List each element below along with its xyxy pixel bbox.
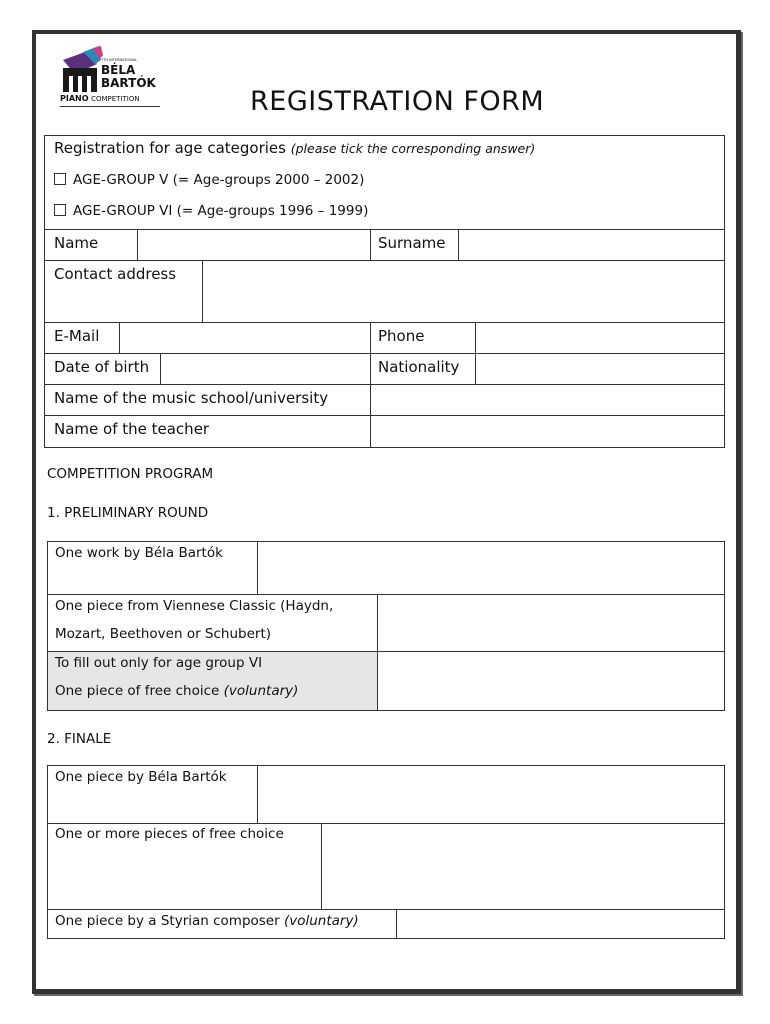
finale-heading: 2. FINALE (47, 731, 112, 747)
phone-input[interactable] (476, 323, 724, 353)
name-label: Name (54, 234, 99, 252)
surname-label: Surname (378, 234, 446, 252)
finale-free-choice-input[interactable] (322, 824, 724, 909)
date-of-birth-label: Date of birth (54, 358, 150, 376)
logo-name-line1: BÉLA (101, 63, 136, 77)
prelim-free-label (55, 683, 298, 699)
age-group-v-label: AGE-GROUP V (= Age-groups 2000 – 2002) (73, 172, 365, 188)
finale-bartok-input[interactable] (258, 766, 724, 823)
music-school-input[interactable] (371, 385, 724, 415)
logo-sub: COMPETITION (91, 95, 140, 103)
email-label: E-Mail (54, 327, 100, 345)
finale-free-choice-label: One or more pieces of free choice (55, 826, 284, 842)
email-input[interactable] (120, 323, 370, 353)
prelim-viennese-label-line1: One piece from Viennese Classic (Haydn, (55, 598, 334, 614)
logo-subtitle (60, 94, 140, 103)
col-divider (370, 229, 371, 260)
age-categories-text: Registration for age categories (54, 139, 291, 157)
age-categories-label (54, 139, 535, 157)
age-group-vi-label: AGE-GROUP VI (= Age-groups 1996 – 1999) (73, 203, 369, 219)
competition-program-heading: COMPETITION PROGRAM (47, 466, 214, 482)
nationality-label: Nationality (378, 358, 460, 376)
contact-address-label: Contact address (54, 265, 177, 283)
prelim-bartok-input[interactable] (258, 542, 724, 594)
logo-edition: 7TH INTERNATIONAL (101, 58, 138, 62)
prelim-bartok-label: One work by Béla Bartók (55, 545, 223, 561)
surname-input[interactable] (459, 230, 724, 260)
page-title: REGISTRATION FORM (250, 86, 545, 117)
teacher-label: Name of the teacher (54, 420, 210, 438)
finale-bartok-label: One piece by Béla Bartók (55, 769, 227, 785)
age-group-vi-checkbox[interactable] (54, 204, 66, 216)
logo-name-line2: BARTÓK (101, 76, 156, 90)
finale-styrian-voluntary: (voluntary) (283, 913, 359, 929)
finale-styrian-label (55, 913, 359, 929)
age-categories-hint: (please tick the corresponding answer) (290, 141, 536, 156)
nationality-input[interactable] (476, 354, 724, 384)
music-school-label: Name of the music school/university (54, 389, 329, 407)
piano-logo-icon (57, 46, 107, 94)
prelim-viennese-label-line2: Mozart, Beethoven or Schubert) (55, 626, 272, 642)
logo-sub-bold: PIANO (60, 94, 89, 103)
age-group-v-option[interactable] (54, 172, 364, 188)
age-group-vi-option[interactable] (54, 203, 368, 219)
teacher-input[interactable] (371, 416, 724, 447)
competition-logo (57, 46, 177, 108)
phone-label: Phone (378, 327, 425, 345)
prelim-free-voluntary: (voluntary) (223, 683, 299, 699)
prelim-free-input[interactable] (378, 652, 724, 710)
date-of-birth-input[interactable] (161, 354, 370, 384)
preliminary-round-heading: 1. PRELIMINARY ROUND (47, 505, 209, 521)
finale-styrian-input[interactable] (397, 910, 724, 938)
contact-address-input[interactable] (203, 261, 724, 322)
prelim-free-text: One piece of free choice (55, 683, 224, 699)
prelim-viennese-input[interactable] (378, 595, 724, 651)
col-divider (370, 322, 371, 384)
prelim-free-note: To fill out only for age group VI (55, 655, 263, 671)
age-group-v-checkbox[interactable] (54, 173, 66, 185)
logo-underline (60, 106, 160, 107)
name-input[interactable] (138, 230, 370, 260)
finale-styrian-text: One piece by a Styrian composer (55, 913, 284, 929)
